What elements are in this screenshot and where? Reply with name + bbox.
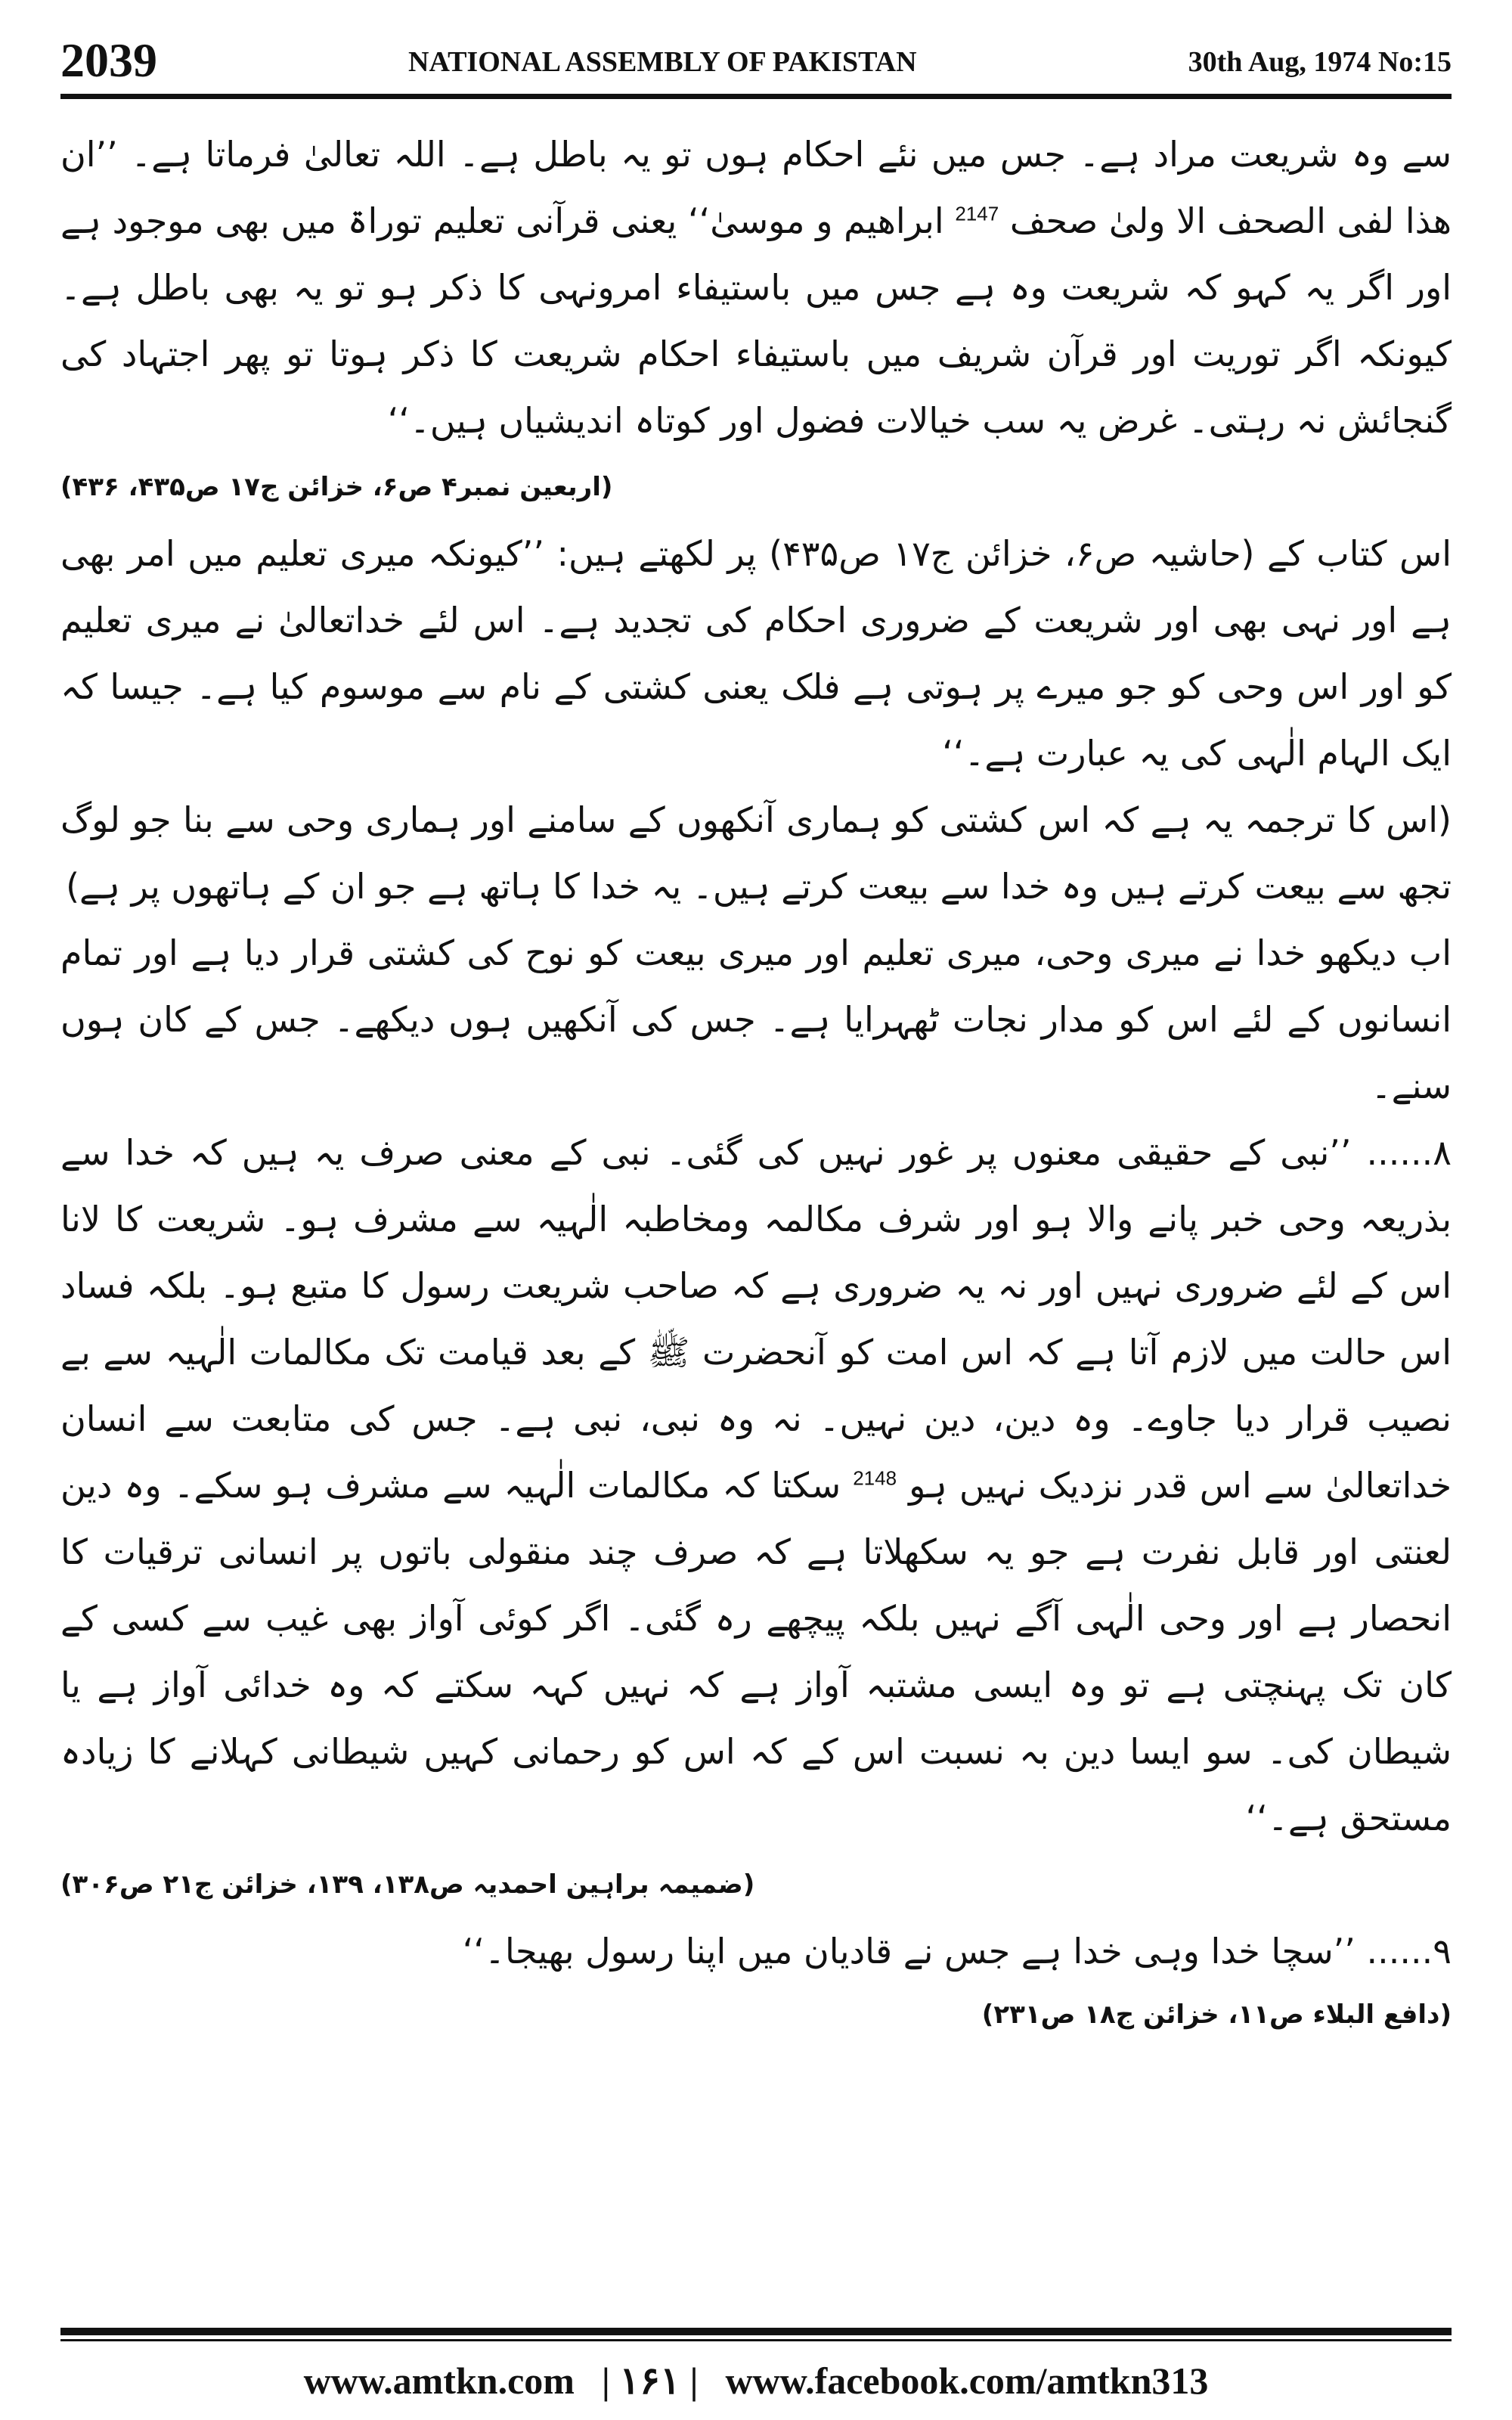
reference-2: (ضمیمہ براہین احمدیہ ص۱۳۸، ۱۳۹، خزائن ج۲۱ ص۳۰۶) [60,1869,755,1900]
item-8-text-a: ’’نبی کے حقیقی معنوں پر غور نہیں کی گئی۔ نبی کے معنی صرف یہ ہیں کہ خدا سے بذریعہ وحی خبر پانے والا ہو اور شرف مکالمہ ومخاطبہ الٰہیہ سے مشرف ہو۔ شریعت کا لانا اس کے لئے ضروری نہیں اور نہ یہ ضروری ہے کہ صاحب شریعت رسول کا متبع ہو۔ بلکہ فساد اس حالت میں لازم آتا ہے کہ اس امت کو آنحضرت ﷺ کے بعد قیامت تک مکالمات الٰہیہ سے بے نصیب قرار دیا جاوے۔ وہ دین، دین نہیں۔ نہ وہ نبی، نبی ہے۔ جس کی متابعت سے انسان خداتعالیٰ سے اس قدر نزدیک نہیں ہو [60,1132,1452,1506]
footer-rule-thin [60,2339,1452,2341]
item-8-number: ۸...... [1366,1132,1452,1173]
page-footer [60,2350,1452,2411]
footnote-2147: 2147 [955,202,999,225]
item-8-text-b: سکتا کہ مکالمات الٰہیہ سے مشرف ہو سکے۔ وہ دین لعنتی اور قابل نفرت ہے جو یہ سکھلاتا ہے کہ صرف چند منقولی باتوں پر انسانی ترقیات کا انحصار ہے اور وحی الٰہی آگے نہیں بلکہ پیچھے رہ گئی۔ اگر کوئی آواز بھی غیب سے کسی کے کان تک پہنچتی ہے تو وہ ایسی مشتبہ آواز ہے کہ نہیں کہہ سکتے کہ وہ خدائی آواز ہے یا شیطان کی۔ سو ایسا دین بہ نسبت اس کے کہ اس کو رحمانی کہیں شیطانی کہلانے کا زیادہ مستحق ہے۔‘‘ [60,1465,1452,1838]
paragraph-2: اس کتاب کے (حاشیہ ص۶، خزائن ج۱۷ ص۴۳۵) پر لکھتے ہیں: ’’کیونکہ میری تعلیم میں امر بھی ہے اور نہی بھی اور شریعت کے ضروری احکام کی تجدید ہے۔ اس لئے خداتعالیٰ نے میری تعلیم کو اور اس وحی کو جو میرے پر ہوتی ہے فلک یعنی کشتی کے نام سے موسوم کیا ہے۔ جیسا کہ ایک الہام الٰہی کی یہ عبارت ہے۔‘‘ [60,533,1452,774]
page-header [60,30,1452,91]
footer-website-link[interactable]: www.amtkn.com [303,2360,575,2402]
paragraph-1-continued: ابراھیم و موسیٰ‘‘ یعنی قرآنی تعلیم توراۃ میں بھی موجود ہے اور اگر یہ کہو کہ شریعت وہ ہے جس میں باستیفاء امرونہی کا ذکر ہو تو یہ بھی باطل ہے۔ کیونکہ اگر توریت اور قرآن شریف میں باستیفاء احکام شریعت کا ذکر ہوتا تو پھر اجتہاد کی گنجائش نہ رہتی۔ غرض یہ سب خیالات فضول اور کوتاہ اندیشیاں ہیں۔‘‘ [60,200,1452,441]
header-rule [60,94,1452,99]
item-9-text: ’’سچا خدا وہی خدا ہے جس نے قادیان میں اپنا رسول بھیجا۔‘‘ [462,1931,1356,1972]
paragraph-1-text: سے وہ شریعت مراد ہے۔ جس میں نئے احکام ہوں تو یہ باطل ہے۔ اللہ تعالیٰ فرماتا ہے۔ ’’ان ھذا لفی الصحف الا ولیٰ صحف [60,134,1452,241]
paragraph-1 [60,121,1452,454]
footer-page-number: | ۱۶۱ | [601,2360,699,2402]
footer-rule-thick [60,2328,1452,2335]
paragraph-4: اب دیکھو خدا نے میری وحی، میری تعلیم اور میری بیعت کو نوح کی کشتی قرار دیا ہے اور تمام انسانوں کے لئے اس کو مدار نجات ٹھہرایا ہے۔ جس کی آنکھیں ہوں دیکھے۔ جس کے کان ہوں سنے۔ [60,932,1452,1106]
page-number: 2039 [60,33,157,87]
reference-3: (دافع البلاء ص۱۱، خزائن ج۱۸ ص۲۳۱) [981,2000,1452,2030]
item-8 [60,1119,1452,1851]
reference-1: (اربعین نمبر۴ ص۶، خزائن ج۱۷ ص۴۳۵، ۴۳۶) [60,472,613,502]
item-9-number: ۹...... [1366,1931,1452,1972]
reference-1-row [60,454,1452,520]
paragraph-3: (اس کا ترجمہ یہ ہے کہ اس کشتی کو ہماری آنکھوں کے سامنے اور ہماری وحی سے بنا جو لوگ تجھ سے بیعت کرتے ہیں وہ خدا سے بیعت کرتے ہیں۔ یہ خدا کا ہاتھ ہے جو ان کے ہاتھوں پر ہے) [60,799,1452,907]
page-body [60,121,1452,2045]
date-issue: 30th Aug, 1974 No:15 [1188,46,1452,78]
item-9 [60,1918,1452,1984]
assembly-title: NATIONAL ASSEMBLY OF PAKISTAN [408,46,917,78]
footer-facebook-link[interactable]: www.facebook.com/amtkn313 [725,2360,1209,2402]
footnote-2148: 2148 [853,1466,897,1490]
reference-2-row [60,1851,1452,1918]
